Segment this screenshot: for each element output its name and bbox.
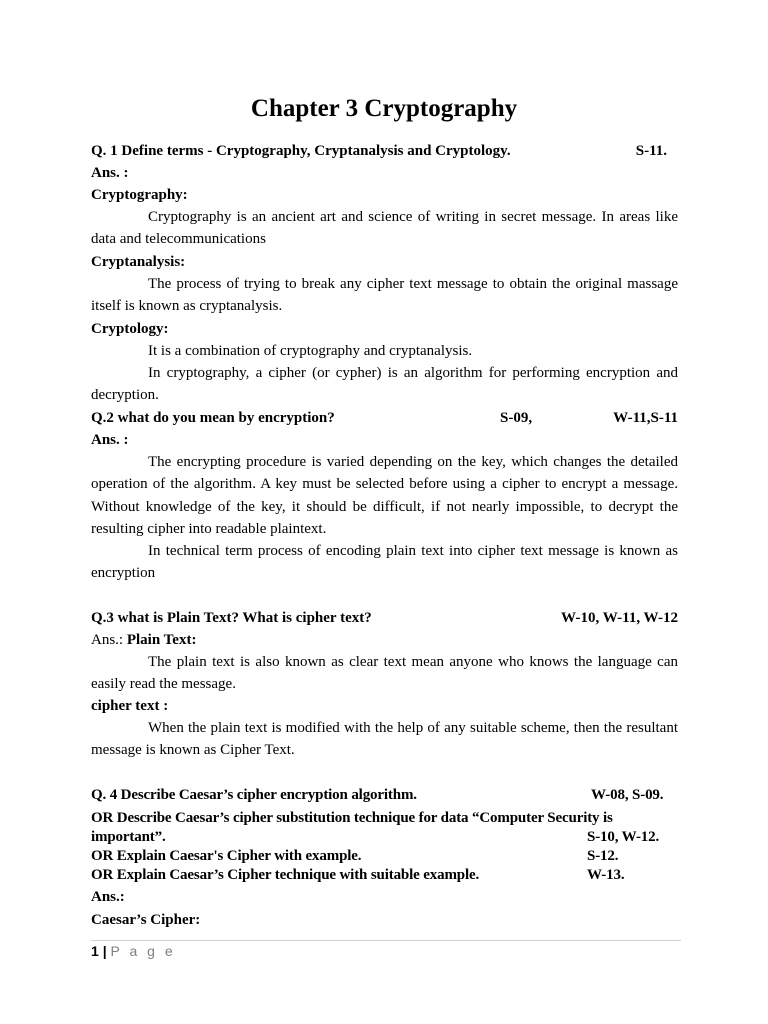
q2-ans-label: Ans. :: [91, 432, 129, 448]
q3-para-plain-text: The plain text is also known as clear text mean anyone who knows the language can easily read the message.: [91, 654, 678, 693]
q4-heading-caesar-cipher: Caesar’s Cipher:: [91, 912, 201, 928]
q3-heading-plain-text: Plain Text:: [126, 632, 197, 648]
q3-exam-code: W-10, W-11, W-12: [561, 610, 678, 626]
q3-para-cipher-text: When the plain text is modified with the help of any suitable scheme, then the resultant message is known as Cipher Text.: [91, 720, 678, 759]
q3-question: Q.3 what is Plain Text? What is cipher text?: [91, 610, 372, 626]
q4-question-1: Q. 4 Describe Caesar’s cipher encryption algorithm.: [91, 787, 417, 803]
chapter-title: Chapter 3 Cryptography: [250, 95, 518, 122]
q2-question-row: [91, 408, 678, 428]
q1-ans-label: Ans. :: [91, 165, 129, 181]
q4-question-2-cont: important”.: [91, 829, 166, 845]
q1-heading-cryptanalysis: Cryptanalysis:: [91, 254, 186, 270]
q4-question-3: OR Explain Caesar's Cipher with example.: [91, 848, 362, 864]
q4-line-3: [91, 846, 678, 866]
q3-ans-row: [91, 630, 678, 650]
q4-exam-code-3: S-12.: [587, 848, 619, 864]
q1-exam-code: S-11.: [635, 143, 667, 159]
q1-heading-cryptography: Cryptography:: [91, 187, 188, 203]
q2-exam-code-1: S-09,: [500, 410, 533, 426]
q1-para-cryptanalysis: The process of trying to break any cipher text message to obtain the original massage itself is known as cryptanalysis.: [91, 276, 678, 315]
page-number: 1: [91, 943, 99, 959]
q4-exam-code-4: W-13.: [587, 867, 625, 883]
q1-para-cipher: In cryptography, a cipher (or cypher) is an algorithm for performing encryption and decryption.: [91, 365, 678, 404]
q4-exam-code-1: W-08, S-09.: [591, 787, 664, 803]
q4-line-2a: OR Describe Caesar’s cipher substitution technique for data “Computer Security is: [91, 810, 613, 826]
q4-exam-code-2: S-10, W-12.: [587, 829, 660, 845]
q1-question-row: [91, 141, 678, 161]
q4-line-2b: [91, 827, 678, 847]
q2-para-definition: In technical term process of encoding plain text into cipher text message is known as encryption: [91, 543, 678, 582]
footer-divider: [91, 940, 681, 941]
q3-ans-label: Ans.:: [91, 632, 124, 648]
q2-exam-code-2: W-11,S-11: [613, 410, 678, 426]
q4-line-1: [91, 785, 678, 805]
q1-para-cryptography: Cryptography is an ancient art and science of writing in secret message. In areas like data and telecommunications: [91, 209, 678, 248]
q3-heading-cipher-text: cipher text :: [91, 698, 169, 714]
q2-para-procedure: The encrypting procedure is varied depending on the key, which changes the detailed operation of the algorithm. A key must be selected before using a cipher to encrypt a message. Without knowledge of the key, it should be difficult, if not nearly impossible, to decrypt the resulting cipher into readable plaintext.: [91, 454, 678, 537]
page-label: P a g e: [110, 943, 176, 959]
q1-heading-cryptology: Cryptology:: [91, 321, 169, 337]
q4-question-4: OR Explain Caesar’s Cipher technique with suitable example.: [91, 867, 480, 883]
page-separator: |: [102, 943, 107, 959]
q1-para-cryptology: It is a combination of cryptography and cryptanalysis.: [148, 343, 473, 359]
q4-line-4: [91, 865, 678, 885]
q4-ans-label: Ans.:: [91, 889, 125, 905]
q3-question-row: [91, 608, 678, 628]
q2-question: Q.2 what do you mean by encryption?: [91, 410, 335, 426]
page-footer: [91, 942, 176, 960]
q1-question: Q. 1 Define terms - Cryptography, Cryptanalysis and Cryptology.: [91, 143, 511, 159]
